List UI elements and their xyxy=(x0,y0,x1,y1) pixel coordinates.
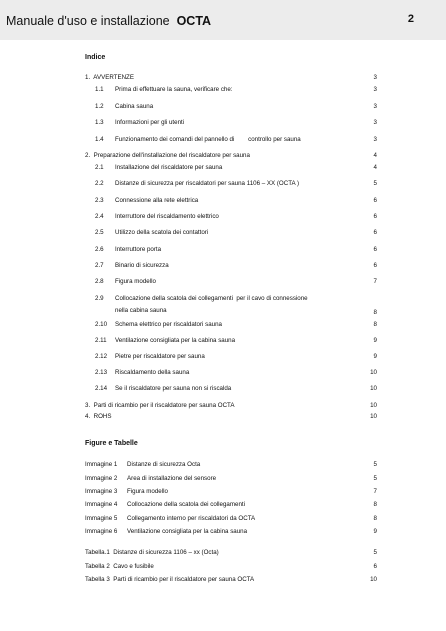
index-page: 3 xyxy=(373,86,377,93)
index-entry-num: 1.3 xyxy=(95,119,104,126)
index-entry-num: 1.2 xyxy=(95,103,104,110)
index-entry-num: 2.2 xyxy=(95,180,104,187)
index-page: 10 xyxy=(370,402,377,409)
index-page: 10 xyxy=(370,369,377,376)
table-ref: Tabella 3 Parti di ricambio per il riscaldatore per sauna OCTA xyxy=(85,576,255,583)
table-ref: Tabella.1 Distanze di sicurezza 1106 – xx (Octa) xyxy=(85,549,219,556)
figure-text: Ventilazione consigliata per la cabina sauna xyxy=(127,528,248,535)
index-page: 10 xyxy=(370,413,377,420)
index-page: 3 xyxy=(373,136,377,143)
index-entry: 3. Parti di ricambio per il riscaldatore per sauna OCTA xyxy=(85,402,235,409)
table-page: 5 xyxy=(373,549,377,556)
index-page: 8 xyxy=(373,309,377,316)
index-entry-text: Riscaldamento della sauna xyxy=(115,369,190,376)
index-entry-text: Figura modello xyxy=(115,278,156,285)
figure-label: Immagine 3 xyxy=(85,488,118,495)
index-entry-text: Informazioni per gli utenti xyxy=(115,119,185,126)
page-header xyxy=(0,0,446,40)
index-page: 10 xyxy=(370,385,377,392)
figure-text: Collegamento interno per riscaldatori da OCTA xyxy=(127,515,256,522)
figure-text: Collocazione della scatola dei collegamenti xyxy=(127,501,245,508)
page-number: 2 xyxy=(407,13,414,25)
figures-heading: Figure e Tabelle xyxy=(85,440,138,447)
figure-label: Immagine 5 xyxy=(85,515,118,522)
index-entry-num: 1.1 xyxy=(95,86,104,93)
index-page: 3 xyxy=(373,74,377,81)
index-entry-num: 2.5 xyxy=(95,229,104,236)
index-page: 3 xyxy=(373,103,377,110)
index-entry-num: 2.11 xyxy=(95,337,107,344)
figure-text: Distanze di sicurezza Octa xyxy=(127,461,201,468)
figure-page: 7 xyxy=(373,488,377,495)
index-heading: Indice xyxy=(85,54,106,61)
index-entry-text-continued: nella cabina sauna xyxy=(115,307,167,314)
index-page: 9 xyxy=(373,337,377,344)
index-entry-text: Ventilazione consigliata per la cabina sauna xyxy=(115,337,236,344)
index-page: 4 xyxy=(373,164,377,171)
index-entry-text: Se il riscaldatore per sauna non si riscalda xyxy=(115,385,232,392)
index-entry-num: 2.12 xyxy=(95,353,108,360)
index-entry-num: 2.4 xyxy=(95,213,104,220)
index-entry-text: Distanze di sicurezza per riscaldatori per sauna 1106 – XX (OCTA ) xyxy=(115,180,300,187)
index-entry-text: Binario di sicurezza xyxy=(115,262,169,269)
figure-page: 5 xyxy=(373,461,377,468)
index-page: 8 xyxy=(373,321,377,328)
index-entry-num: 2.8 xyxy=(95,278,104,285)
index-page: 6 xyxy=(373,213,377,220)
index-page: 6 xyxy=(373,262,377,269)
figure-label: Immagine 6 xyxy=(85,528,118,535)
index-entry-num: 2.1 xyxy=(95,164,104,171)
figure-page: 5 xyxy=(373,475,377,482)
index-page: 6 xyxy=(373,197,377,204)
index-entry-num: 2.6 xyxy=(95,246,104,253)
index-entry-num: 2.3 xyxy=(95,197,104,204)
index-entry-text: Collocazione della scatola dei collegamenti per il cavo di connessione xyxy=(115,295,308,302)
index-page: 7 xyxy=(373,278,377,285)
figure-label: Immagine 2 xyxy=(85,475,118,482)
product-name: OCTA xyxy=(176,14,212,28)
figure-page: 8 xyxy=(373,501,377,508)
table-ref: Tabella 2 Cavo e fusibile xyxy=(85,563,154,570)
index-entry-num: 2.14 xyxy=(95,385,108,392)
index-entry-text: Pietre per riscaldatore per sauna xyxy=(115,353,205,360)
figure-label: Immagine 4 xyxy=(85,501,118,508)
index-entry-num: 2.9 xyxy=(95,295,104,302)
index-entry-num: 2.13 xyxy=(95,369,108,376)
index-entry-num: 2.10 xyxy=(95,321,108,328)
index-entry: 1. AVVERTENZE xyxy=(85,74,134,81)
figure-page: 9 xyxy=(373,528,377,535)
index-page: 6 xyxy=(373,229,377,236)
index-entry: 2. Preparazione dell'installazione del riscaldatore per sauna xyxy=(85,152,250,159)
index-entry-text: Interruttore porta xyxy=(115,246,162,253)
figure-page: 8 xyxy=(373,515,377,522)
document-title: Manuale d'uso e installazione OCTA xyxy=(6,14,212,28)
index-entry-num: 2.7 xyxy=(95,262,104,269)
index-entry-text: Installazione del riscaldatore per sauna xyxy=(115,164,223,171)
index-entry-text: Schema elettrico per riscaldatori sauna xyxy=(115,321,222,328)
index-page: 3 xyxy=(373,119,377,126)
index-page: 4 xyxy=(373,152,377,159)
table-page: 6 xyxy=(373,563,377,570)
index-entry-text: Utilizzo della scatola dei contattori xyxy=(115,229,209,236)
index-page: 9 xyxy=(373,353,377,360)
index-entry-text: Prima di effettuare la sauna, verificare che: xyxy=(115,86,233,93)
index-entry-text: Cabina sauna xyxy=(115,103,154,110)
index-page: 5 xyxy=(373,180,377,187)
figure-text: Figura modello xyxy=(127,488,168,495)
index-entry-text: Connessione alla rete elettrica xyxy=(115,197,199,204)
index-entry-num: 1.4 xyxy=(95,136,104,143)
figure-label: Immagine 1 xyxy=(85,461,118,468)
index-entry: 4. ROHS xyxy=(85,413,112,420)
index-page: 6 xyxy=(373,246,377,253)
table-page: 10 xyxy=(370,576,377,583)
index-entry-text: Interruttore del riscaldamento elettrico xyxy=(115,213,219,220)
index-entry-text: Funzionamento dei comandi del pannello di controllo per sauna xyxy=(115,136,301,143)
figure-text: Area di installazione del sensore xyxy=(127,475,217,482)
